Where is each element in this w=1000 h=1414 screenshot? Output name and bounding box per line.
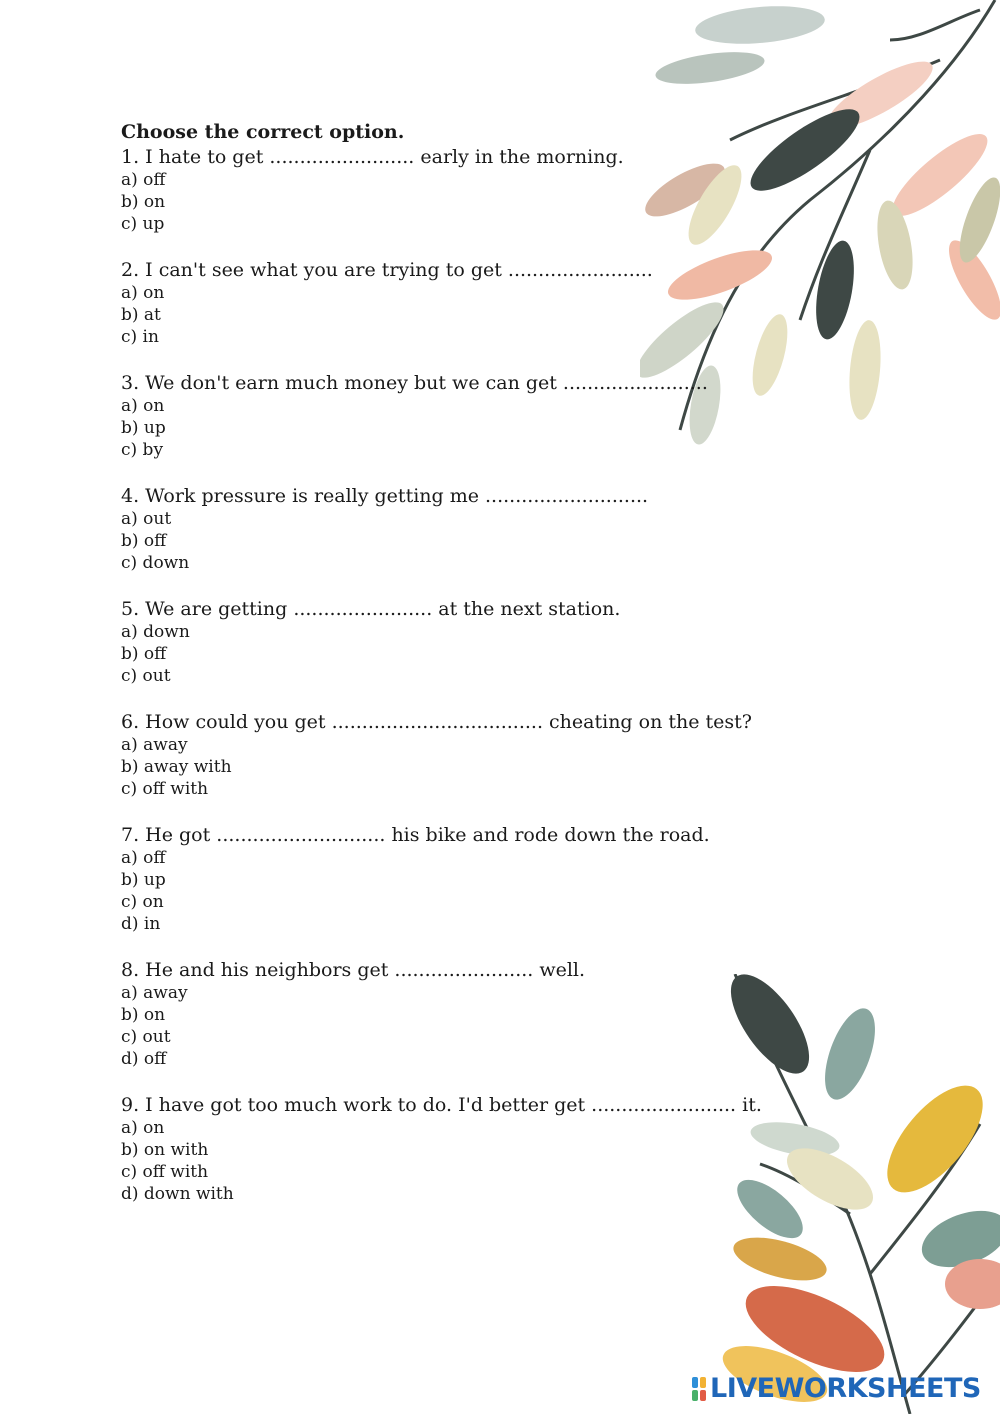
option-list [121, 621, 761, 687]
answer-option[interactable]: a) on [121, 1118, 165, 1138]
answer-option[interactable]: b) up [121, 418, 166, 438]
option-list [121, 982, 761, 1070]
answer-option[interactable]: b) away with [121, 757, 232, 777]
option-list [121, 395, 761, 461]
liveworksheets-wordmark: LIVEWORKSHEETS [710, 1373, 981, 1404]
answer-option[interactable]: c) by [121, 440, 164, 460]
worksheet-heading: Choose the correct option. [121, 121, 405, 143]
answer-option[interactable]: c) off with [121, 779, 209, 799]
answer-option[interactable]: b) up [121, 870, 166, 890]
answer-option[interactable]: b) on [121, 1005, 166, 1025]
option-list [121, 847, 761, 935]
answer-option[interactable]: b) at [121, 305, 161, 325]
answer-option[interactable]: a) away [121, 983, 188, 1003]
answer-option[interactable]: c) on [121, 892, 164, 912]
option-list [121, 1117, 761, 1205]
answer-option[interactable]: c) in [121, 327, 159, 347]
question-6 [121, 710, 761, 800]
liveworksheets-mark-icon [692, 1377, 706, 1401]
answer-option[interactable]: b) on with [121, 1140, 209, 1160]
answer-option[interactable]: d) in [121, 914, 161, 934]
question-3 [121, 371, 761, 461]
option-list [121, 169, 761, 235]
option-list [121, 282, 761, 348]
answer-option[interactable]: c) out [121, 1027, 171, 1047]
question-text: 8. He and his neighbors get ....................... well. [121, 959, 586, 981]
question-text: 4. Work pressure is really getting me ........................... [121, 485, 649, 507]
question-8 [121, 958, 761, 1070]
answer-option[interactable]: b) off [121, 644, 167, 664]
answer-option[interactable]: a) off [121, 848, 166, 868]
question-text: 9. I have got too much work to do. I'd better get ........................ it. [121, 1094, 762, 1116]
answer-option[interactable]: d) down with [121, 1184, 234, 1204]
answer-option[interactable]: b) off [121, 531, 167, 551]
question-text: 7. He got ............................ his bike and rode down the road. [121, 824, 710, 846]
option-list [121, 734, 761, 800]
answer-option[interactable]: a) down [121, 622, 190, 642]
question-text: 3. We don't earn much money but we can get ........................ [121, 372, 708, 394]
worksheet [121, 119, 761, 1228]
question-text: 1. I hate to get ........................ early in the morning. [121, 146, 624, 168]
answer-option[interactable]: b) on [121, 192, 166, 212]
answer-option[interactable]: c) down [121, 553, 190, 573]
question-1 [121, 145, 761, 235]
answer-option[interactable]: a) off [121, 170, 166, 190]
question-text: 5. We are getting ....................... at the next station. [121, 598, 621, 620]
question-5 [121, 597, 761, 687]
answer-option[interactable]: a) on [121, 283, 165, 303]
answer-option[interactable]: c) off with [121, 1162, 209, 1182]
option-list [121, 508, 761, 574]
question-text: 6. How could you get ................................... cheating on the test? [121, 711, 752, 733]
liveworksheets-logo [692, 1374, 981, 1404]
answer-option[interactable]: a) out [121, 509, 172, 529]
question-7 [121, 823, 761, 935]
question-9 [121, 1093, 761, 1205]
answer-option[interactable]: d) off [121, 1049, 167, 1069]
question-4 [121, 484, 761, 574]
question-2 [121, 258, 761, 348]
question-list [121, 145, 761, 1205]
answer-option[interactable]: a) away [121, 735, 188, 755]
question-text: 2. I can't see what you are trying to get ........................ [121, 259, 653, 281]
answer-option[interactable]: c) out [121, 666, 171, 686]
leaf-branch-bottom-right [720, 974, 1000, 1414]
answer-option[interactable]: c) up [121, 214, 165, 234]
answer-option[interactable]: a) on [121, 396, 165, 416]
